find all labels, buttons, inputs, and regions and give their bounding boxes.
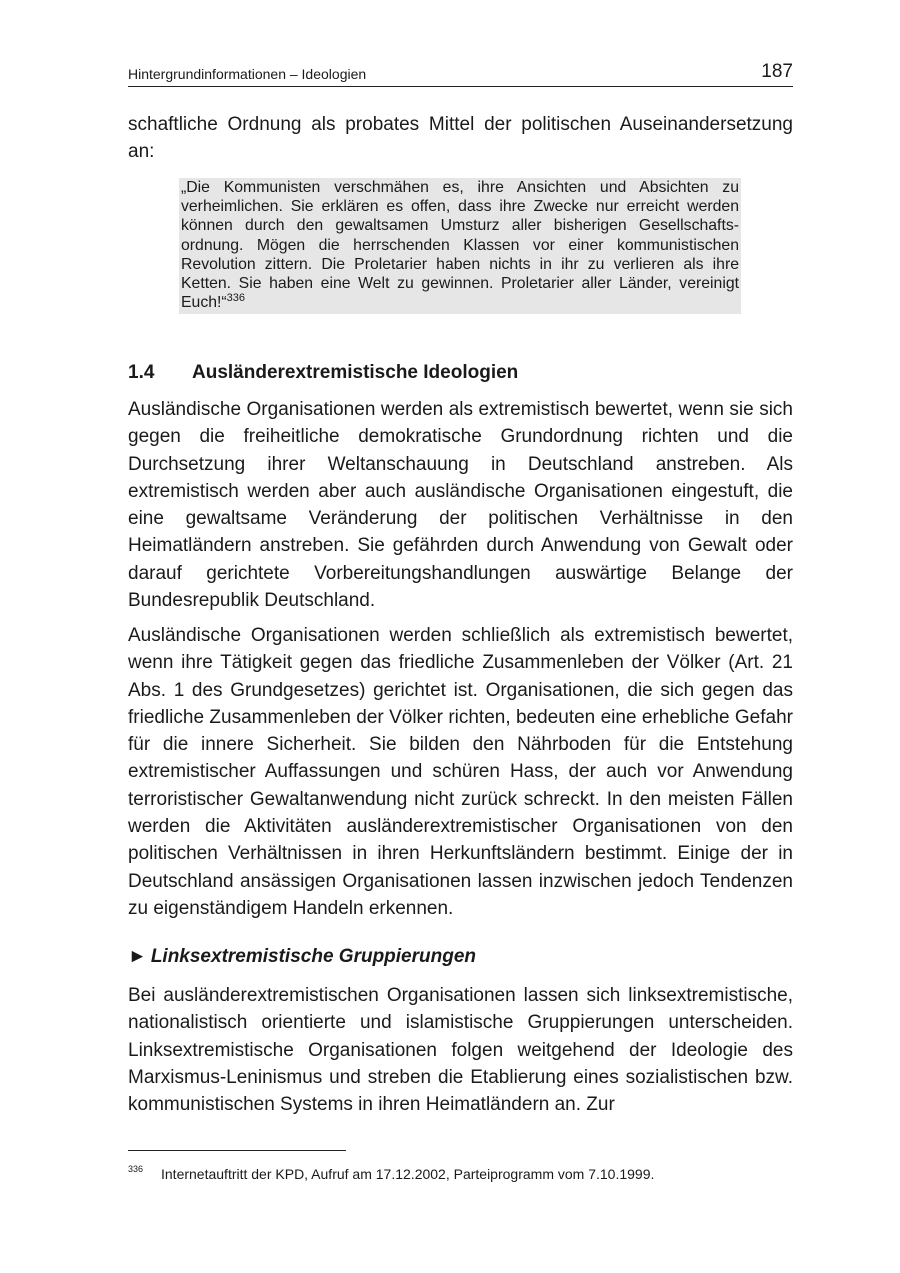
- paragraph-3: Bei ausländerextremistischen Organisationen lassen sich linksextremistische, nationalistisch orientierte und islamistische Gruppierungen unterscheiden. Linksextremistische Organisationen folgen weitgehend der Ideologie des Marxismus-Leninismus und streben die Etablierung eines sozialistischen bzw. kommunistischen Systems in ihren Heimatländern an. Zur: [128, 985, 793, 1116]
- footnote-text: Internetauftritt der KPD, Aufruf am 17.12.2002, Parteiprogramm vom 7.10.1999.: [161, 1166, 655, 1182]
- subsection-title: Linksextremistische Gruppierungen: [150, 946, 477, 967]
- subsection-heading: [128, 946, 476, 968]
- footnote-number: 336: [128, 1164, 144, 1174]
- quote-text: „Die Kommunisten verschmähen es, ihre Ansichten und Absichten zu verheimlichen. Sie erklären es offen, dass ihre Zwecke nur erreicht werden können durch den gewaltsamen Umsturz aller bisherigen Gesellschaftsordnung. Mögen die herrschenden Klassen vor einer kommunistischen Revolution zittern. Die Proletarier haben nichts in ihr zu verlieren als ihre Ketten. Sie haben eine Welt zu gewinnen. Proletarier aller Länder, vereinigt Euch!“: [181, 179, 739, 312]
- section-heading: [128, 362, 518, 384]
- running-header: [128, 62, 793, 87]
- triangle-bullet-icon: ►: [128, 946, 147, 967]
- block-quote: [179, 178, 741, 314]
- section-title: Ausländerextremistische Ideologien: [192, 362, 519, 383]
- section-number: 1.4: [128, 362, 155, 383]
- quote-footnote-ref[interactable]: 336: [226, 292, 246, 305]
- page-number: 187: [761, 61, 793, 82]
- footnote-divider: [128, 1150, 346, 1151]
- paragraph-1: Ausländische Organisationen werden als extremistisch bewertet, wenn sie sich gegen die freiheitliche demokratische Grundordnung richten und die Durchsetzung ihrer Weltanschauung in Deutschland anstreben. Als extremistisch werden aber auch ausländische Organisationen eingestuft, die eine gewaltsame Veränderung der politischen Verhältnisse in den Heimatländern anstreben. Sie gefährden durch Anwendung von Gewalt oder darauf gerichtete Vorbereitungshandlungen auswärtige Belange der Bundesrepublik Deutschland.: [128, 399, 793, 612]
- header-section-title: Hintergrundinformationen – Ideologien: [128, 66, 367, 82]
- paragraph-2: Ausländische Organisationen werden schließlich als extremistisch bewertet, wenn ihre Tätigkeit gegen das friedliche Zusammenleben der Völker (Art. 21 Abs. 1 des Grundgesetzes) gerichtet ist. Organisationen, die sich gegen das friedliche Zusammenleben der Völker richten, bedeuten eine erhebliche Gefahr für die innere Sicherheit. Sie bilden den Nährboden für die Entstehung extremistischer Auffassungen und schüren Hass, der auch vor Anwendung terroristischer Gewaltanwendung nicht zurück schreckt. In den meisten Fällen werden die Aktivitäten ausländerextremistischer Organisationen von den politischen Verhältnissen in ihren Herkunftsländern bestimmt. Einige der in Deutschland ansässigen Organisationen lassen inzwischen jedoch Tendenzen zu eigenständigem Handeln erkennen.: [128, 625, 793, 919]
- intro-paragraph: schaftliche Ordnung als probates Mittel der politischen Auseinandersetzung an:: [128, 114, 793, 163]
